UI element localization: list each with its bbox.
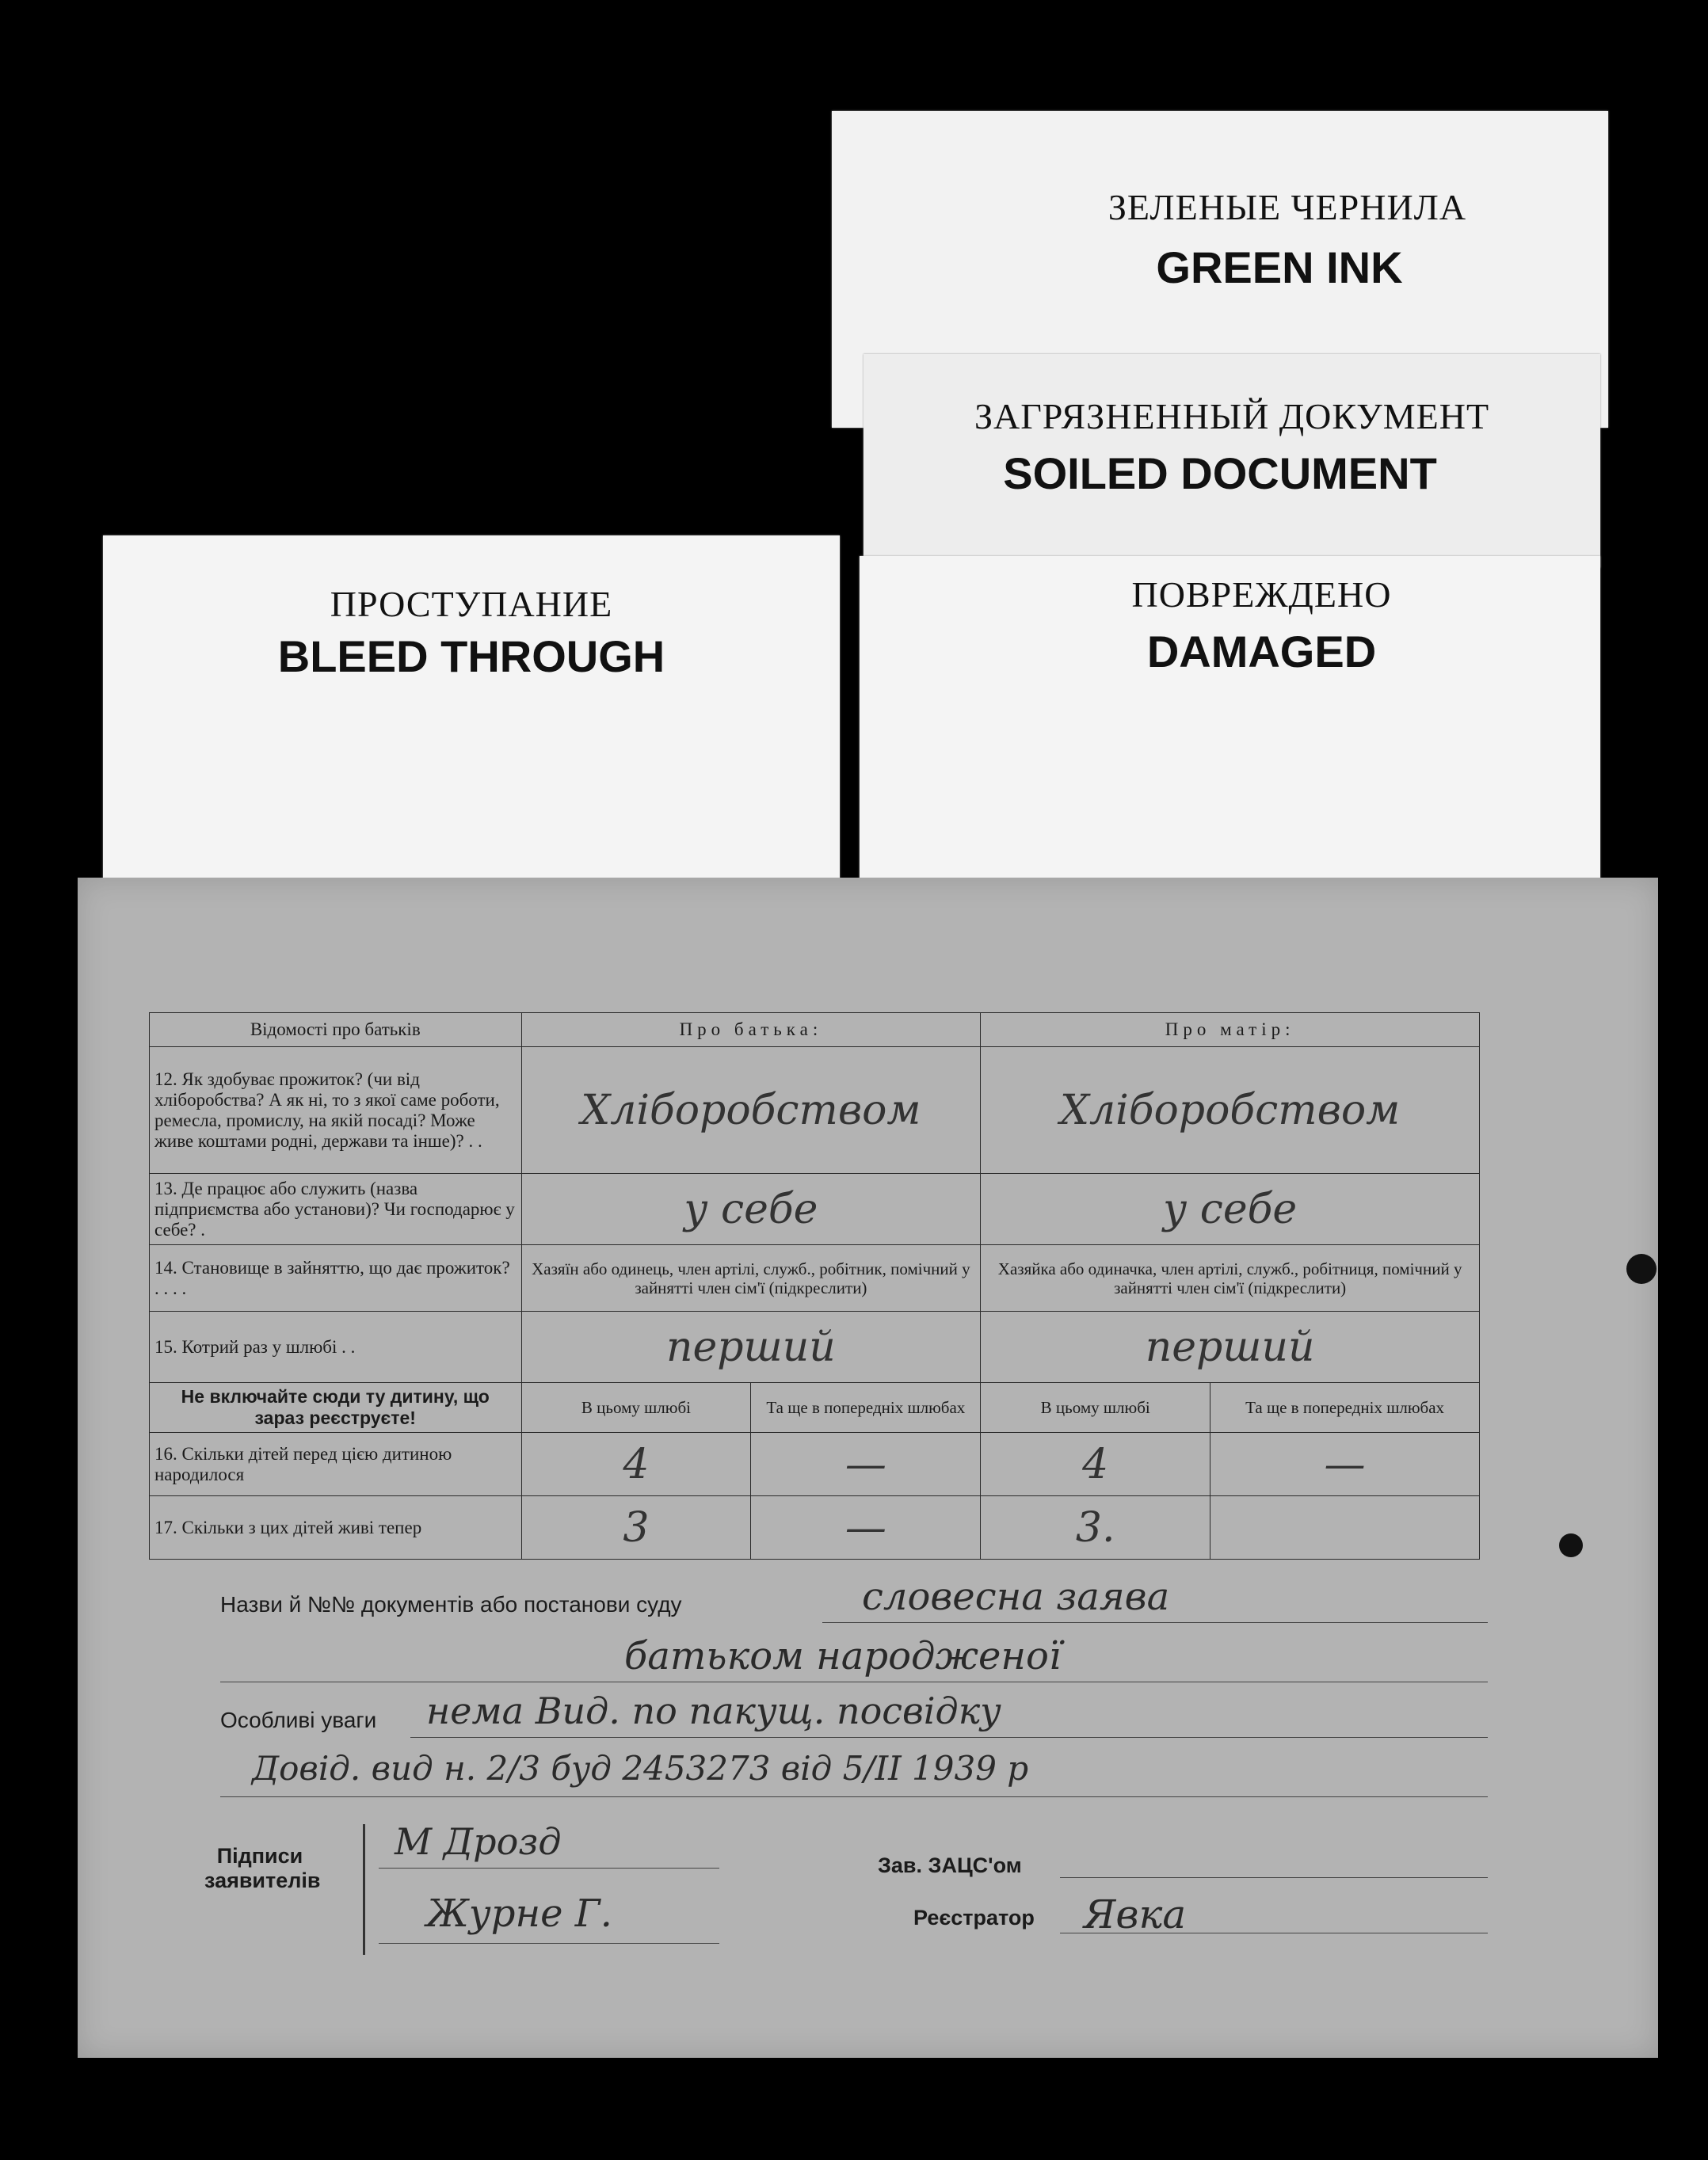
q15-mother: перший: [981, 1312, 1480, 1383]
q16-father-this: 4: [521, 1433, 751, 1496]
damaged-card: [860, 556, 1600, 889]
table-row-children-header: [150, 1383, 1480, 1433]
q15-label: 15. Котрий раз у шлюбі . .: [150, 1312, 522, 1383]
signature-line-1: [379, 1868, 719, 1869]
q15-father: перший: [521, 1312, 981, 1383]
q16-mother-this: 4: [981, 1433, 1210, 1496]
notes-value-1: нема Вид. по пакущ. посвідку: [426, 1690, 1001, 1732]
q14-father: Хазяїн або одинець, член артілі, служб., робітник, помічний у зайнятті член сім'ї (підкреслити): [521, 1245, 981, 1312]
table-header-row: [150, 1013, 1480, 1047]
q17-father-this: 3: [521, 1496, 751, 1560]
q17-mother-prev: [1210, 1496, 1480, 1560]
q12-father: Хліборобством: [521, 1047, 981, 1174]
q12-mother: Хліборобством: [981, 1047, 1480, 1174]
table-row-q16: [150, 1433, 1480, 1496]
father-prev-marriage-header: Та ще в попередніх шлюбах: [751, 1383, 981, 1433]
documents-line: [822, 1622, 1488, 1623]
soiled-document-card: [864, 354, 1600, 568]
bleed-through-card: [103, 535, 840, 900]
bleed-ru: ПРОСТУПАНИЕ: [330, 584, 613, 624]
signature-2: Журне Г.: [426, 1891, 612, 1936]
q12-label: 12. Як здобуває прожиток? (чи від хліборобства? А як ні, то з якої саме роботи, ремесла, промислу, на якій посаді? Може живе коштами родні, держави та інше)? . .: [150, 1047, 522, 1174]
documents-value-2: батьком народженої: [624, 1634, 1062, 1678]
signatures-bracket: [363, 1824, 365, 1955]
registrar-signature: Явка: [1084, 1891, 1187, 1937]
punch-hole: [1626, 1254, 1657, 1284]
children-note: Не включайте сюди ту дитину, що зараз реєструєте!: [150, 1383, 522, 1433]
parents-info-table: [149, 1012, 1480, 1560]
damaged-ru: ПОВРЕЖДЕНО: [1131, 574, 1392, 615]
bleed-en: BLEED THROUGH: [277, 631, 665, 681]
damaged-en: DAMAGED: [1146, 627, 1377, 676]
head-signature-line: [1060, 1877, 1488, 1878]
q17-father-prev: —: [751, 1496, 981, 1560]
head-label: Зав. ЗАЦС'ом: [878, 1853, 1022, 1877]
notes-label: Особливі уваги: [220, 1708, 377, 1732]
table-row-q13: [150, 1174, 1480, 1245]
father-this-marriage-header: В цьому шлюбі: [521, 1383, 751, 1433]
notes-value-2: Довід. вид н. 2/3 буд 2453273 від 5/ІІ 1939 р: [252, 1749, 1029, 1788]
mother-this-marriage-header: В цьому шлюбі: [981, 1383, 1210, 1433]
signatures-label: Підписи заявителів: [204, 1844, 321, 1892]
mother-prev-marriage-header: Та ще в попередніх шлюбах: [1210, 1383, 1480, 1433]
table-row-q15: [150, 1312, 1480, 1383]
soiled-en: SOILED DOCUMENT: [1003, 448, 1437, 498]
q13-father: у себе: [521, 1174, 981, 1245]
table-row-q12: [150, 1047, 1480, 1174]
notes-line: [410, 1737, 1488, 1738]
q13-label: 13. Де працює або служить (назва підприємства або установи)? Чи господарює у себе? .: [150, 1174, 522, 1245]
birth-record-form: [78, 878, 1658, 2058]
notes-line-2: [220, 1796, 1488, 1797]
col-header-parents: Відомості про батьків: [150, 1013, 522, 1047]
green-ink-en: GREEN INK: [1156, 242, 1403, 292]
table-row-q17: [150, 1496, 1480, 1560]
signature-line-2: [379, 1943, 719, 1944]
punch-hole: [1559, 1533, 1583, 1557]
registrar-label: Реєстратор: [913, 1906, 1035, 1930]
table-row-q14: [150, 1245, 1480, 1312]
q14-label: 14. Становище в зайняттю, що дає прожиток? . . . .: [150, 1245, 522, 1312]
q16-label: 16. Скільки дітей перед цією дитиною народилося: [150, 1433, 522, 1496]
green-ink-ru: ЗЕЛЕНЫЕ ЧЕРНИЛА: [1108, 187, 1467, 227]
soiled-ru: ЗАГРЯЗНЕННЫЙ ДОКУМЕНТ: [974, 396, 1490, 436]
q16-father-prev: —: [751, 1433, 981, 1496]
q17-mother-this: 3.: [981, 1496, 1210, 1560]
q14-mother: Хазяйка або одиначка, член артілі, служб., робітниця, помічний у зайнятті член сім'ї (підкреслити): [981, 1245, 1480, 1312]
documents-value-1: словесна заява: [862, 1575, 1170, 1619]
signature-1: М Дрозд: [395, 1820, 562, 1863]
col-header-father: Про батька:: [521, 1013, 981, 1047]
documents-label: Назви й №№ документів або постанови суду: [220, 1592, 682, 1617]
q16-mother-prev: —: [1210, 1433, 1480, 1496]
q13-mother: у себе: [981, 1174, 1480, 1245]
col-header-mother: Про матір:: [981, 1013, 1480, 1047]
q17-label: 17. Скільки з цих дітей живі тепер: [150, 1496, 522, 1560]
